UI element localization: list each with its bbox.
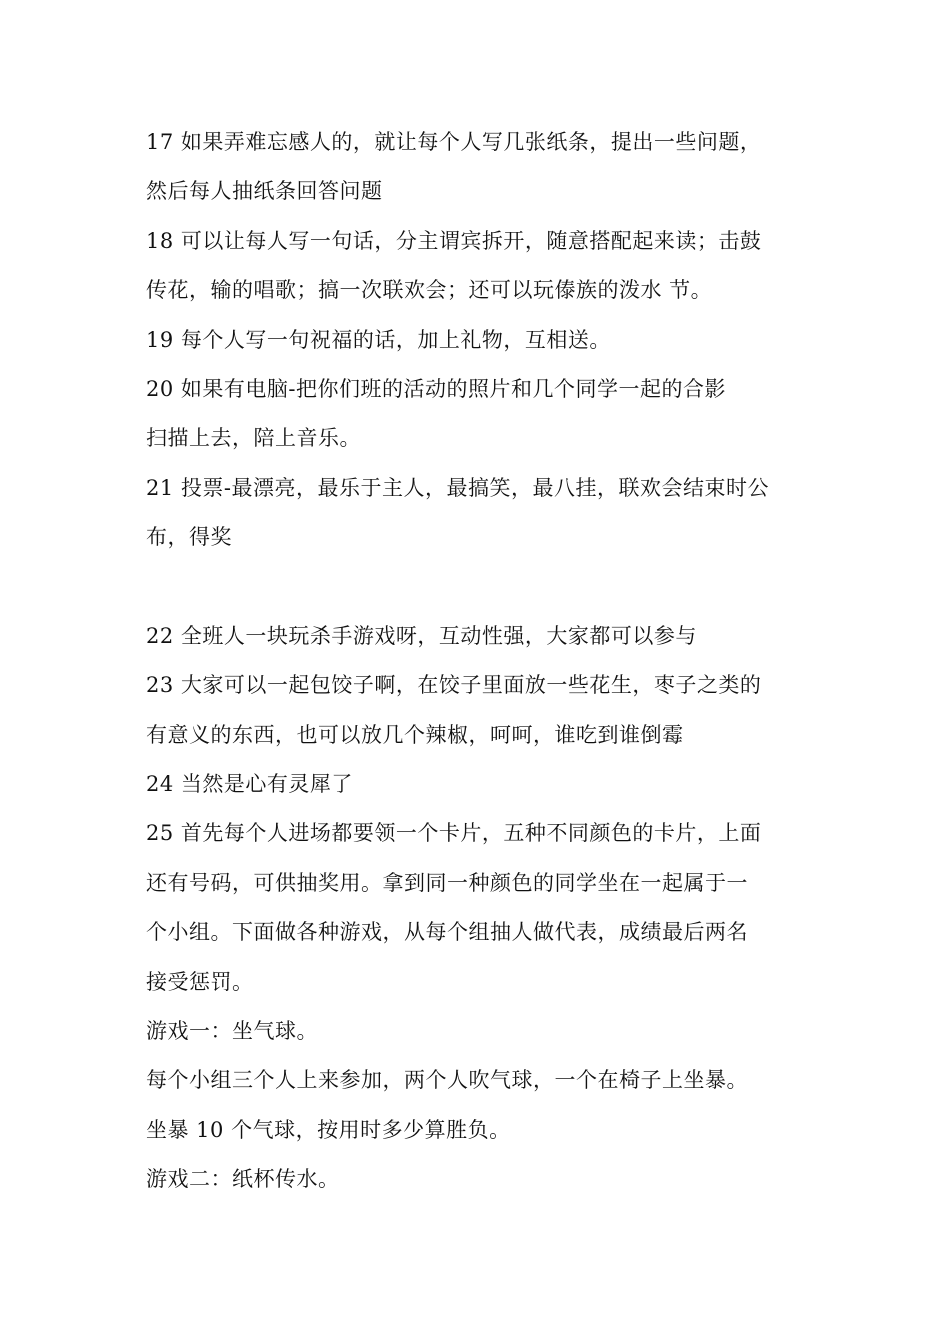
document-body: [146, 118, 811, 1205]
text-line: 坐暴 10 个气球，按用时多少算胜负。: [146, 1117, 511, 1142]
text-line: 传花，输的唱歌；搞一次联欢会；还可以玩傣族的泼水 节。: [146, 278, 713, 303]
text-line: 21 投票-最漂亮，最乐于主人，最搞笑，最八挂，联欢会结束时公: [146, 475, 769, 500]
text-line: 25 首先每个人进场都要领一个卡片，五种不同颜色的卡片，上面: [146, 821, 762, 846]
text-line: 20 如果有电脑-把你们班的活动的照片和几个同学一起的合影: [146, 376, 726, 401]
text-line: 游戏二：纸杯传水。: [146, 1167, 340, 1192]
text-line: 扫描上去，陪上音乐。: [146, 426, 361, 451]
text-line: 17 如果弄难忘感人的，就让每个人写几张纸条，提出一些问题，: [146, 130, 762, 154]
text-line: 18 可以让每人写一句话，分主谓宾拆开，随意搭配起来读；击鼓: [146, 228, 762, 253]
text-line: 接受惩罚。: [146, 969, 254, 994]
text-line: 布，得奖: [146, 525, 232, 550]
text-line: 还有号码，可供抽奖用。拿到同一种颜色的同学坐在一起属于一: [146, 870, 748, 895]
paragraph-gap: [146, 563, 811, 612]
text-line: 每个小组三个人上来参加，两个人吹气球，一个在椅子上坐暴。: [146, 1068, 748, 1093]
text-line: 有意义的东西，也可以放几个辣椒，呵呵，谁吃到谁倒霉: [146, 722, 684, 747]
text-line: 个小组。下面做各种游戏，从每个组抽人做代表，成绩最后两名: [146, 920, 748, 945]
text-line: 游戏一：坐气球。: [146, 1019, 318, 1044]
text-line: 然后每人抽纸条回答问题: [146, 179, 383, 204]
text-line: 24 当然是心有灵犀了: [146, 772, 353, 797]
text-line: 22 全班人一块玩杀手游戏呀，互动性强，大家都可以参与: [146, 623, 697, 648]
text-line: 23 大家可以一起包饺子啊，在饺子里面放一些花生，枣子之类的: [146, 673, 762, 698]
text-line: 19 每个人写一句祝福的话，加上礼物，互相送。: [146, 327, 611, 352]
